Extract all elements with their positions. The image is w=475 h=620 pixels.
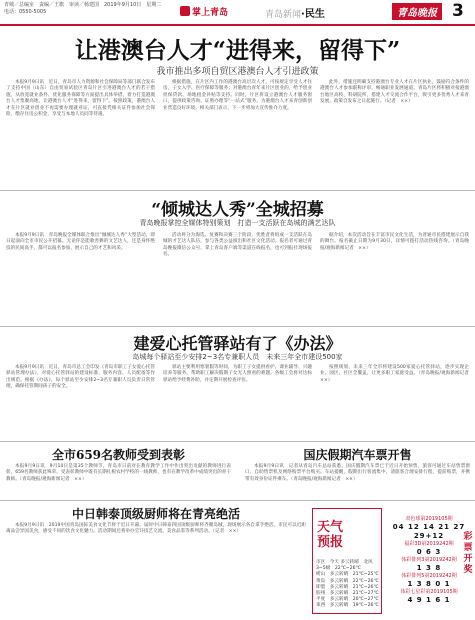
divider <box>0 441 475 442</box>
qingdao-app-logo: 掌上青岛 <box>180 5 228 18</box>
weather-row: 崂山 多云转晴 21℃~25℃ <box>316 572 379 578</box>
brief3-headline: 中日韩泰顶级厨师将在青亮绝活 <box>71 507 240 521</box>
story1-headline: 让港澳台人才“进得来，留得下” <box>74 37 401 64</box>
lottery-label: 福彩3D第2019242期 <box>404 541 454 547</box>
story1-subhead: 我市推出多项自贸区港澳台人才引进政策 <box>156 67 319 77</box>
brief3-text: 本报9月9日讯 2019中国青岛国际美食文化节将于近日开幕，届时中日韩泰四国顶级厨师将齐聚岛城，现场展示各自拿手绝活。市民可以近距离品尝异国美食，感受不同的饮食文化魅力。活动期间还将举办烹饪技艺交流、美食品鉴等系列活动。（记者 ××） <box>6 523 306 535</box>
lottery-numbers: 1 3 8 <box>416 564 442 572</box>
story3-column: 本报9月9日讯 近日，青岛市总工会印发《青岛市职工子女爱心托管驿站管理办法》，对爱心托管驿站的建设标准、服务内容、人员配备等作出规范。根据《办法》，每个驿站至少安排2~3名专兼职人员负责日常管理，确保托管期间孩子的安全。 <box>6 365 155 390</box>
story3-subhead: 岛城每个驿站至少安排2~3名专兼职人员 未来三年全市建设500家 <box>132 353 343 361</box>
lottery-numbers: 04 12 14 21 27 29+12 <box>392 523 466 540</box>
story1-body <box>6 80 469 185</box>
brief1-text: 本报9月9日讯 9月10日是第35个教师节，青岛市日前对在教育教学工作中作出突出贡献的教师进行表彰，659名教师获此殊荣。受表彰教师中既有长期扎根农村学校的一线教师，也有在教学改革中成绩突出的骨干教师。（青岛晚报/观海新闻记者 ××） <box>6 464 231 482</box>
lottery-label: 体彩排列3第2019242期 <box>401 557 457 563</box>
weather-title: 天气预报 <box>316 520 343 550</box>
weather-row: 胶州 多云转晴 21℃~27℃ <box>316 591 379 597</box>
story2-subhead: 青岛晚报掌控全媒体特别策划 打造一支活跃在岛城的满艺达队 <box>139 219 336 227</box>
weather-row: 市区 今天 多云转晴 北风3~5级 22℃~26℃ <box>316 560 373 572</box>
page-number: 3 <box>452 1 464 21</box>
weather-list <box>316 560 380 610</box>
newspaper-logo: 青岛晚报 <box>392 3 442 20</box>
story3-body <box>6 365 474 438</box>
header-info: 青城／总编室 责编／王旗 审读／杨建国 2019年9月10日 星期二 电话：0550-5005 <box>4 2 167 15</box>
story2-column: 活动将分为海选、复赛和决赛三个阶段，优胜者将组成一支活跃在岛城的才艺达人队伍，参与各类公益演出和社区文化活动。报名者可通过青岛晚报微信公众号、掌上青岛客户端等渠道在线报名，也可到报社现场报名。 <box>163 233 312 258</box>
lottery-numbers: 0 6 3 <box>416 548 442 556</box>
divider <box>0 190 475 191</box>
story2-column: 本报9月9日讯 青岛晚报全媒体联合推出“倾城达人秀”大型活动，即日起面向全市市民公开招募。无论你是能歌善舞的文艺达人，还是身怀绝技的民间高手，都可以报名参加，展示自己的才艺和风采。 <box>6 233 155 251</box>
story2-column: 据介绍，本次活动旨在丰富市民文化生活，为普通市民搭建展示自我的舞台。报名截止日期为9月30日，详情可拨打活动热线咨询。（青岛晚报/观海新闻记者 ××） <box>320 233 469 251</box>
divider <box>0 500 475 501</box>
lottery-label: 双色球第2019105期 <box>405 516 453 522</box>
story2-headline: “倾城达人秀”全城招募 <box>151 200 324 220</box>
weather-row: 即墨 多云转晴 21℃~26℃ <box>316 584 379 590</box>
brief2-headline: 国庆假期汽车票开售 <box>303 448 412 462</box>
divider <box>0 326 475 327</box>
brief2-text: 本报9月9日讯 记者从青岛汽车总站获悉，国庆假期汽车票已于近日开始预售，旅客可通过车站售票窗口、自助售票机及网络购票平台购买。车站提醒，假期出行客流集中，请旅客合理安排行程，提前购票，并携带有效身份证件乘车。（青岛晚报/观海新闻记者 ××） <box>245 464 470 482</box>
story2-body <box>6 233 469 321</box>
lottery-label: 体彩七星彩第2019105期 <box>400 589 458 595</box>
story1-column: 此外，措施还明确支持港澳台专业人才在片区执业，鼓励符合条件的港澳台人才参加职称评审，畅通职业发展通道。青岛片区将积极对接港澳台地区高校、科研院所，搭建人才交流合作平台，吸引更多优秀人才来青发展。政策自发布之日起施行。（记者 ××） <box>320 80 469 105</box>
story1-column: 根据措施，在片区内工作的港澳台高层次人才，可按规定享受人才住房、子女入学、医疗保障等服务；对港澳台青年来片区创业的，给予创业担保贷款、场地租金补贴等支持。同时，片区将设立港澳台人才服务窗口，提供政策咨询、证照办理等“一站式”服务，为港澳台人才来青创新创业营造良好环境。相关部门表示，下一步将加大宣传推介力度。 <box>163 80 312 111</box>
app-icon <box>180 6 190 16</box>
header-rule <box>0 24 475 26</box>
brief1-headline: 全市659名教师受到表彰 <box>51 448 186 462</box>
lottery-numbers: 1 3 8 0 1 <box>407 580 451 588</box>
section-brand: 青岛新闻·民生 <box>265 9 325 20</box>
story3-column: 驿站主要利用寒暑假等时间，为职工子女提供看护、课业辅导、兴趣培养等服务，帮助职工解决假期子女无人照看的难题。各级工会将对达标驿站给予经费补助，并定期开展检查评估。 <box>163 365 312 383</box>
page-header <box>0 0 475 24</box>
weather-row: 平度 多云转晴 20℃~27℃ <box>316 597 379 603</box>
weather-row: 莱西 多云转晴 19℃~26℃ <box>316 603 379 609</box>
story3-headline: 建爱心托管驿站有了《办法》 <box>133 334 342 353</box>
lottery-label: 体彩排列5第2019242期 <box>401 573 457 579</box>
story3-column: 按照规划，未来三年全市将建设500家爱心托管驿站，逐步实现企业、园区、社区全覆盖，让更多职工家庭受益。（青岛晚报/观海新闻记者 ××） <box>320 365 474 383</box>
lottery-side-label: 彩票开奖 <box>463 532 473 575</box>
lottery-numbers: 4 9 1 6 1 <box>407 596 451 604</box>
story1-column: 本报9月9日讯 近日，青岛市人力资源和社会保障局等部门联合发布了支持中国（山东）自由贸易试验区青岛片区引进港澳台人才的若干措施，从放宽就业条件、优化服务保障等方面提出具体举措，着力打造港澳台人才集聚高地，让港澳台人才“进得来，留得下”。按照政策，港澳台人才在片区就业创业不再需要办理就业证，可直接凭相关证件参加社会保险、缴存住房公积金，享受与本地人员同等待遇。 <box>6 80 155 118</box>
brief3-body <box>6 523 306 615</box>
weather-row: 黄岛 多云转晴 22℃~26℃ <box>316 578 379 584</box>
